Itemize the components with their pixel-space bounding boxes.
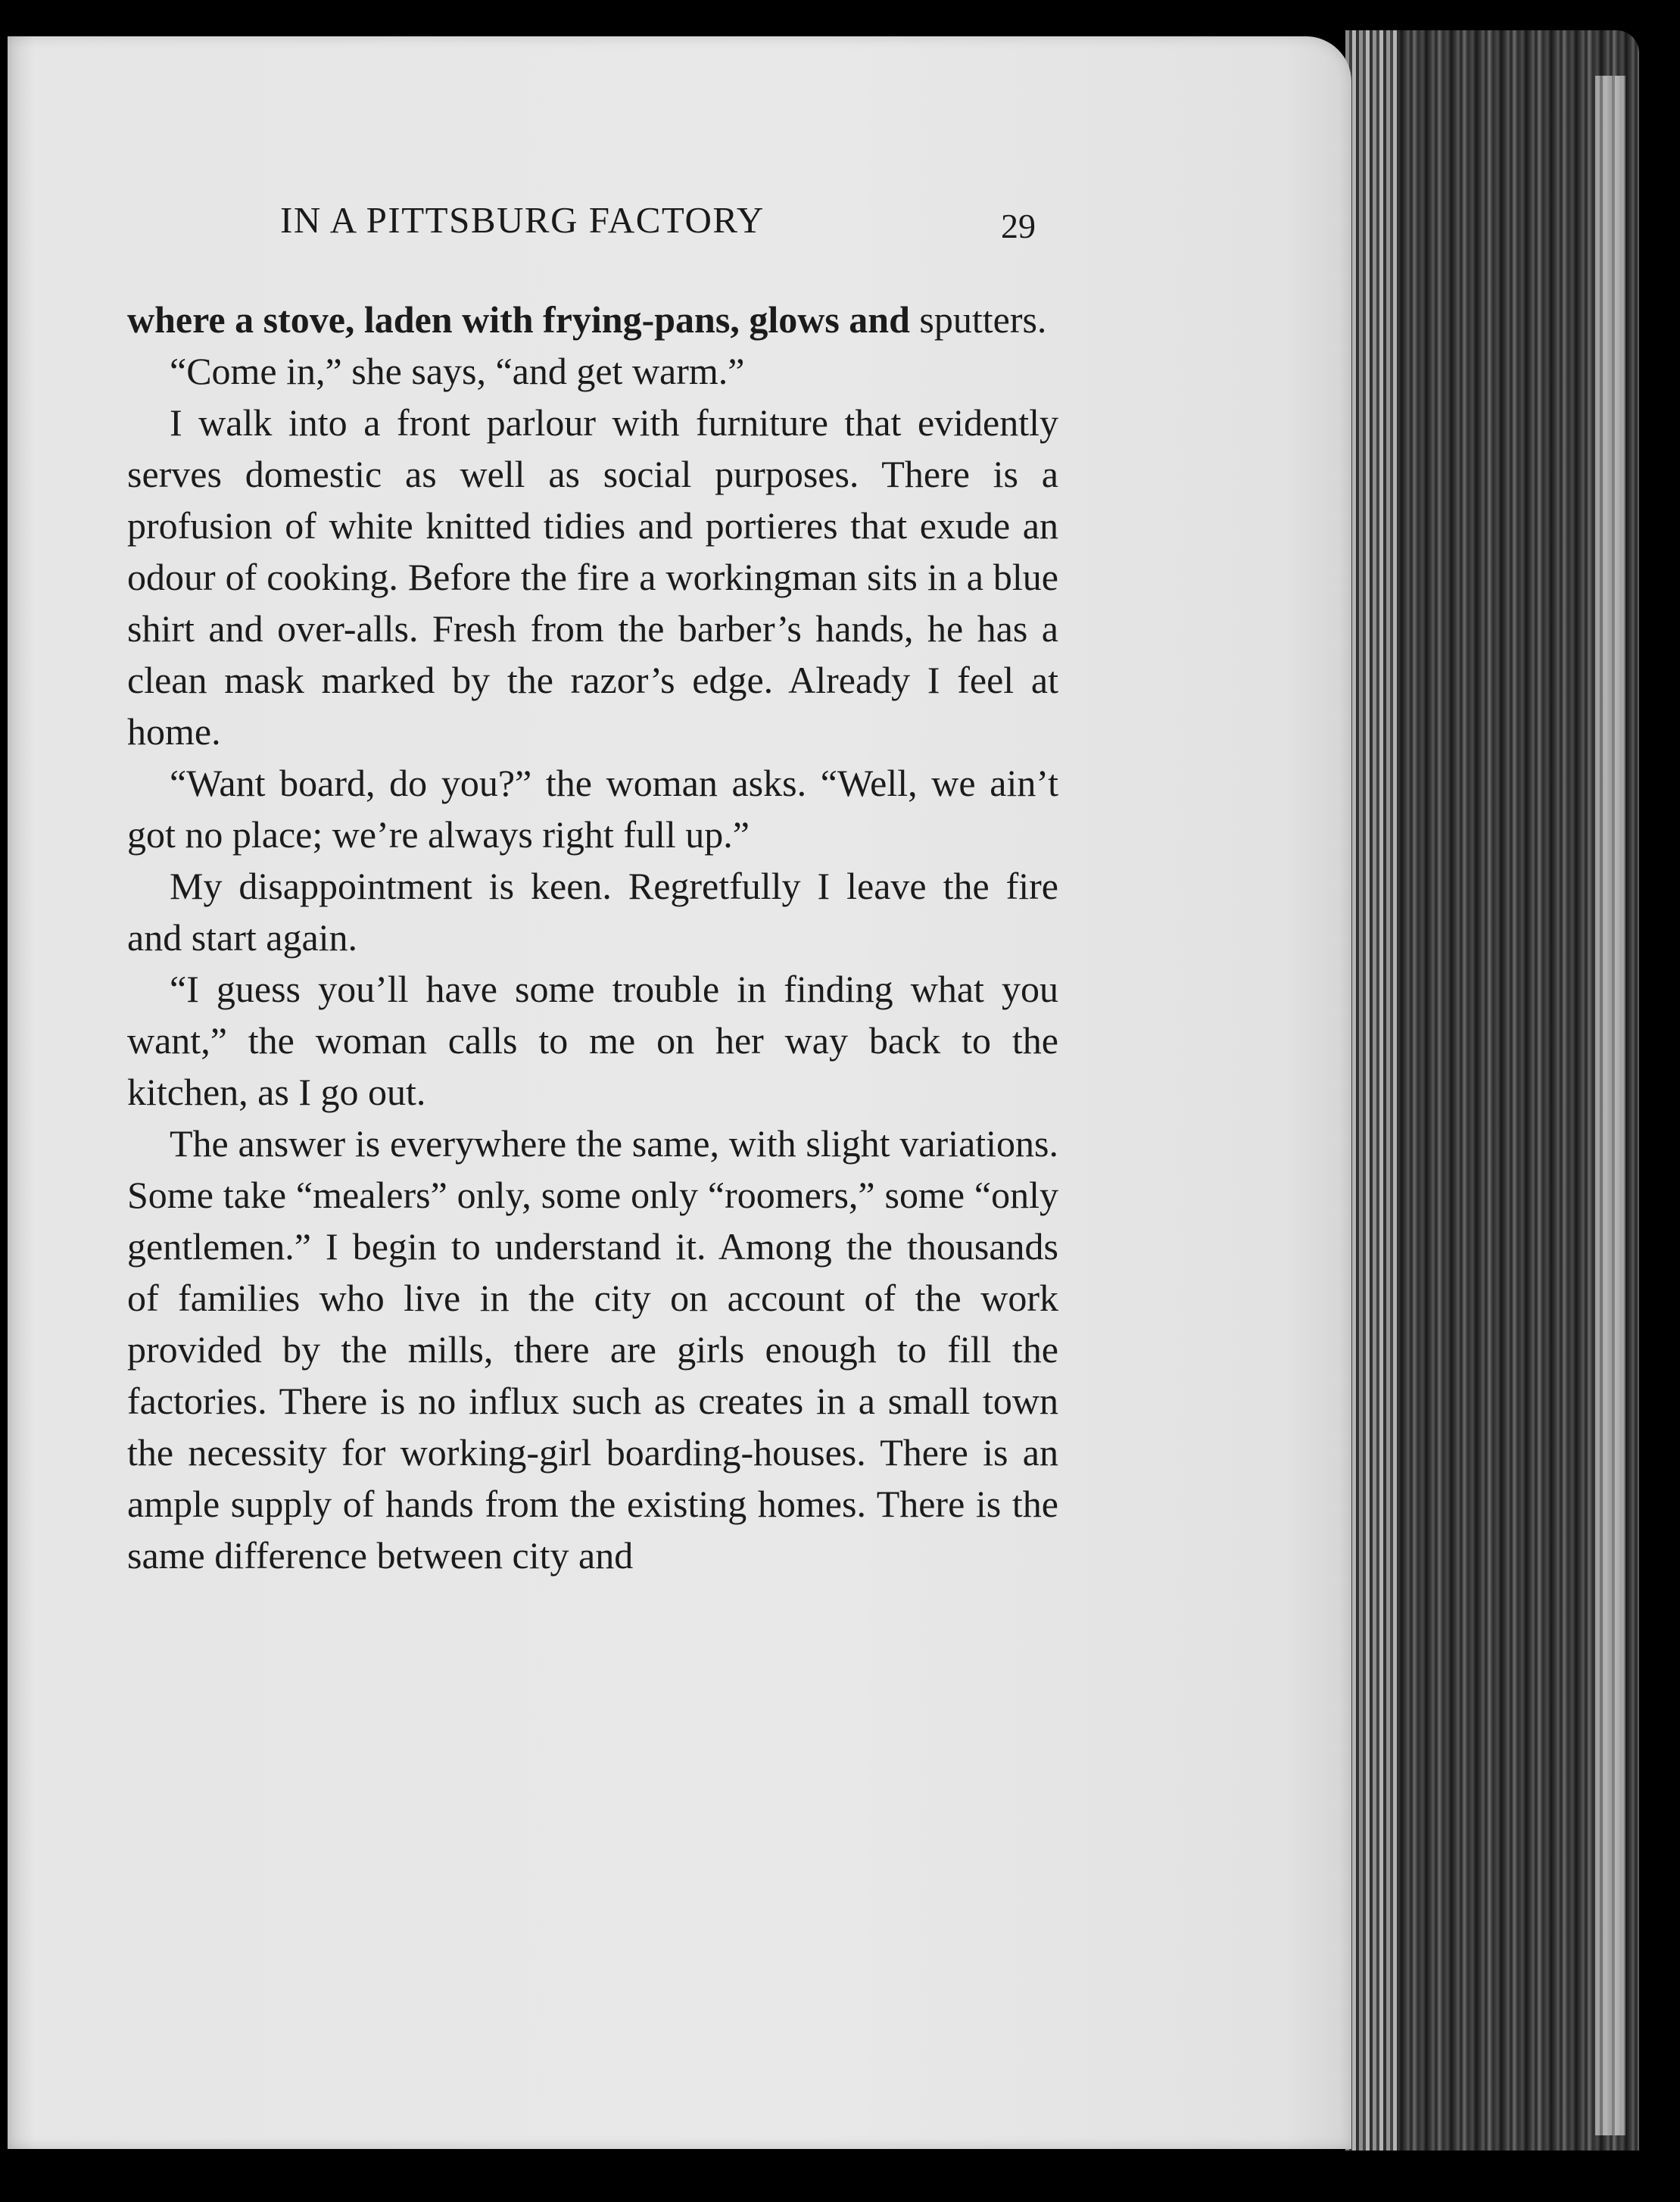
paragraph: I walk into a front parlour with furniture that evidently serves domestic as well as social purposes. There is a profusion of white knitted tidies and portieres that exude an odour of cooking. Before the fire a workingman sits in a blue shirt and over-alls. Fresh from the barber’s hands, he has a clean mask marked by the razor’s edge. Already I feel at home. <box>127 401 1058 753</box>
paragraph: The answer is everywhere the same, with slight variations. Some take “mealers” only, some only “roomers,” some “only gentlemen.” I begin to understand it. Among the thousands of families who live in the city on account of the work provided by the mills, there are girls enough to fill the factories. There is no influx such as creates in a small town the necessity for working-girl boarding-houses. There is an ample supply of hands from the existing homes. There is the same difference between city and <box>127 1122 1058 1577</box>
paragraph-continued <box>127 294 1058 345</box>
paragraph-rest: sputters. <box>909 298 1047 341</box>
paragraph: “Want board, do you?” the woman asks. “Well, we ain’t got no place; we’re always right full up.” <box>127 762 1058 856</box>
paragraph: “I guess you’ll have some trouble in finding what you want,” the woman calls to me on her way back to the kitchen, as I go out. <box>127 968 1058 1113</box>
paragraph: “Come in,” she says, “and get warm.” <box>170 350 745 392</box>
body-text <box>127 294 1058 1581</box>
paragraph: My disappointment is keen. Regretfully I leave the fire and start again. <box>127 865 1058 959</box>
page-number: 29 <box>1001 207 1036 245</box>
running-title: IN A PITTSBURG FACTORY <box>280 199 765 241</box>
book-page-edges <box>1351 30 1639 2151</box>
paragraph-lead-line: where a stove, laden with frying-pans, glows and <box>127 298 910 341</box>
